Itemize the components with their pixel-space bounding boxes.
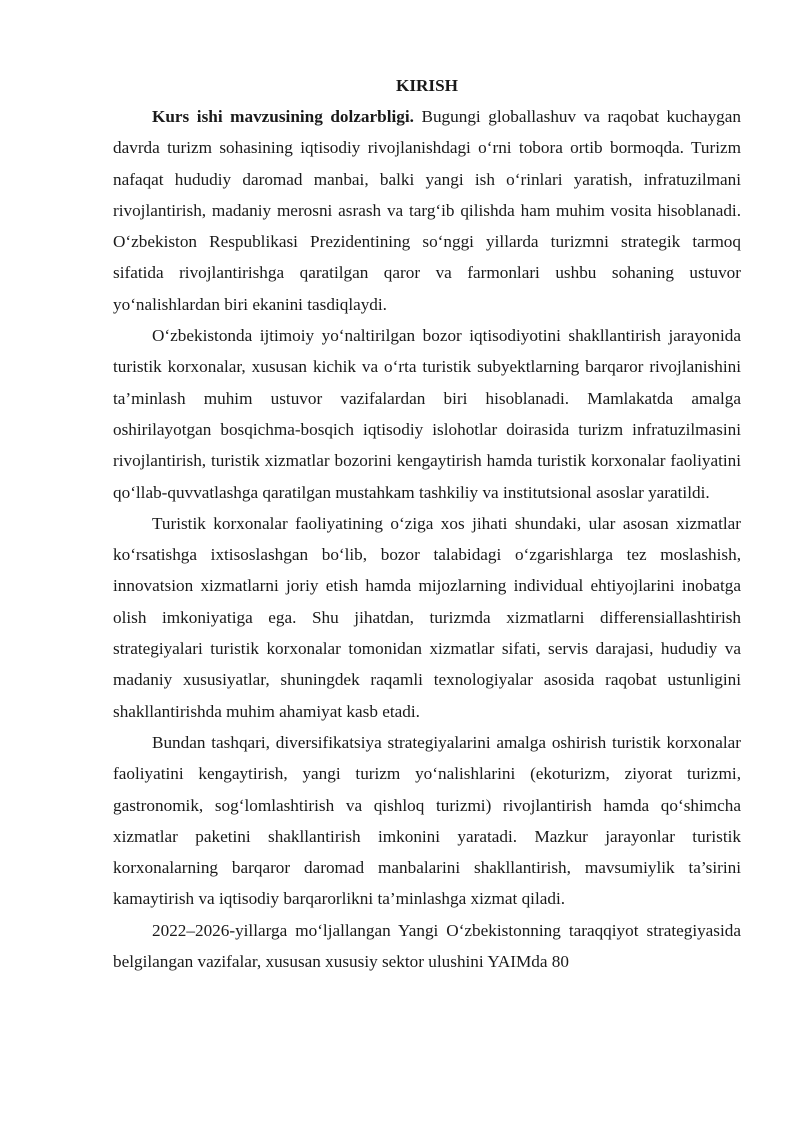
paragraph-text: Bugungi globallashuv va raqobat kuchaygan davrda turizm sohasining iqtisodiy rivojlanishdagi o‘rni tobora ortib bormoqda. Turizm nafaqat hududiy daromad manbai, balki yangi ish o‘rinlari yaratish, infratuzilmani rivojlantirish, madaniy merosni asrash va targ‘ib qilishda ham muhim vosita hisoblanadi. O‘zbekiston Respublikasi Prezidentining so‘nggi yillarda turizmni strategik tarmoq sifatida rivojlantirishga qaratilgan qaror va farmonlari ushbu sohaning ustuvor yo‘nalishlardan biri ekanini tasdiqlaydi. bbox=[113, 107, 741, 314]
paragraph-3: Turistik korxonalar faoliyatining o‘ziga xos jihati shundaki, ular asosan xizmatlar ko‘rsatishga ixtisoslashgan bo‘lib, bozor talabidagi o‘zgarishlarga tez moslashish, innovatsion xizmatlarni joriy etish hamda mijozlarning individual ehtiyojlarini inobatga olish imkoniyatiga ega. Shu jihatdan, turizmda xizmatlarni differensiallashtirish strategiyalari turistik korxonalar tomonidan xizmatlar sifati, servis darajasi, hududiy va madaniy xususiyatlar, shuningdek raqamli texnologiyalar asosida raqobat ustunligini shakllantirishda muhim ahamiyat kasb etadi. bbox=[113, 513, 741, 721]
page-title: KIRISH bbox=[395, 76, 459, 95]
paragraph-5: 2022–2026-yillarga mo‘ljallangan Yangi O‘zbekistonning taraqqiyot strategiyasida belgilangan vazifalar, xususan xususiy sektor ulushini YAIMda 80 bbox=[113, 920, 741, 972]
paragraph-4: Bundan tashqari, diversifikatsiya strategiyalarini amalga oshirish turistik korxonalar faoliyatini kengaytirish, yangi turizm yo‘nalishlarini (ekoturizm, ziyorat turizmi, gastronomik, sog‘lomlashtirish va qishloq turizmi) rivojlantirish hamda qo‘shimcha xizmatlar paketini shakllantirish imkonini yaratadi. Mazkur jarayonlar turistik korxonalarning barqaror daromad manbalarini shakllantirish, mavsumiylik ta’sirini kamaytirish va iqtisodiy barqarorlikni ta’minlashga xizmat qiladi. bbox=[113, 732, 741, 909]
paragraph-2: O‘zbekistonda ijtimoiy yo‘naltirilgan bozor iqtisodiyotini shakllantirish jarayonida turistik korxonalar, xususan kichik va o‘rta turistik subyektlarning barqaror rivojlanishini ta’minlash muhim ustuvor vazifalardan biri hisoblanadi. Mamlakatda amalga oshirilayotgan bosqichma-bosqich iqtisodiy islohotlar doirasida turizm infratuzilmasini rivojlantirish, turistik xizmatlar bozorini kengaytirish hamda turistik korxonalar faoliyatini qo‘llab-quvvatlashga qaratilgan mustahkam tashkiliy va institutsional asoslar yaratildi. bbox=[113, 326, 741, 502]
document-body bbox=[113, 70, 741, 977]
paragraph-lead: Kurs ishi mavzusining dolzarbligi. bbox=[152, 107, 414, 126]
paragraph-1 bbox=[113, 101, 741, 320]
